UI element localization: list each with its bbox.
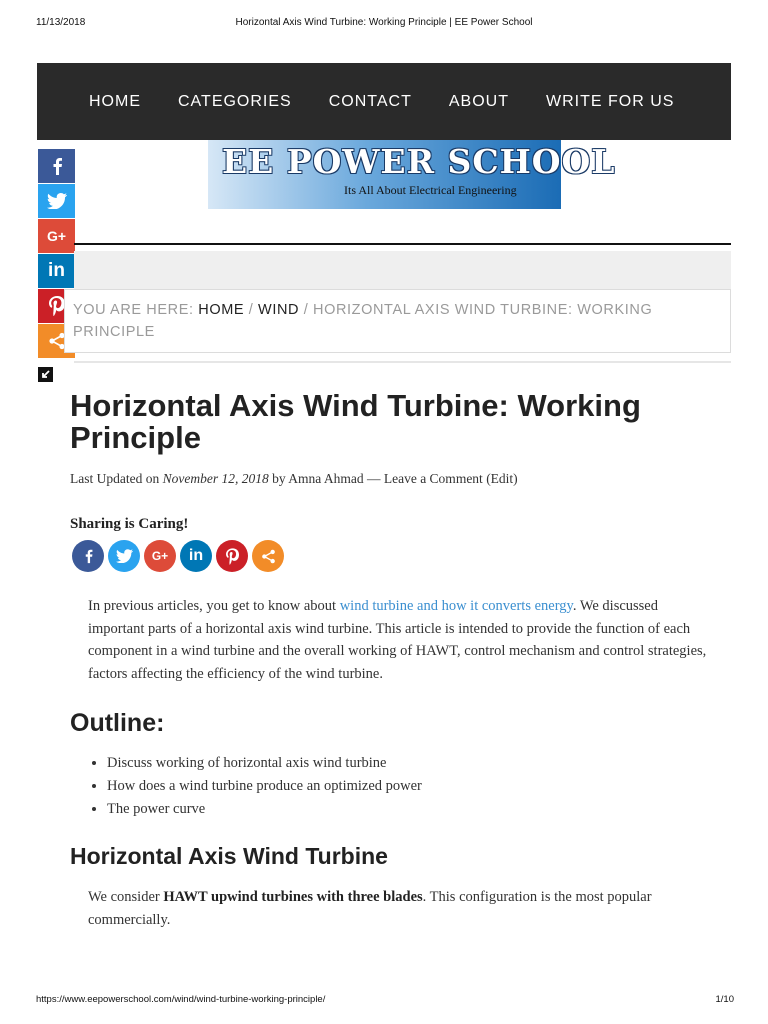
print-date: 11/13/2018 — [36, 17, 86, 28]
breadcrumb-home[interactable]: HOME — [198, 302, 245, 318]
list-item: • The power curve — [107, 798, 422, 821]
googleplus-share-icon[interactable]: G+ — [38, 219, 75, 253]
article-meta: Last Updated on November 12, 2018 by Amna Ahmad — Leave a Comment (Edit) — [70, 471, 518, 486]
list-item: • How does a wind turbine produce an optimized power — [107, 775, 422, 798]
site-logo[interactable] — [208, 140, 616, 209]
article-title: Horizontal Axis Wind Turbine: Working Principle — [70, 388, 641, 455]
inline-share-row — [72, 540, 288, 572]
logo-brand: EE POWER SCHOOL — [222, 142, 616, 181]
nav-about[interactable]: ABOUT — [448, 92, 509, 110]
print-url: https://www.eepowerschool.com/wind/wind-turbine-working-principle/ — [36, 994, 326, 1005]
section-heading: Horizontal Axis Wind Turbine — [70, 843, 388, 869]
sharing-heading: Sharing is Caring! — [70, 516, 189, 532]
breadcrumb-current: HORIZONTAL AXIS WIND TURBINE: WORKING PRINCIPLE — [73, 302, 653, 340]
twitter-round-icon[interactable] — [108, 540, 140, 572]
hawt-paragraph: We consider HAWT upwind turbines with three blades. This configuration is the most popular commercially. — [88, 889, 652, 928]
outline-heading: Outline: — [70, 709, 165, 737]
breadcrumb-underline — [74, 361, 731, 363]
pinterest-round-icon[interactable] — [216, 540, 248, 572]
googleplus-round-icon[interactable]: G+ — [144, 540, 176, 572]
twitter-share-icon[interactable] — [38, 184, 75, 218]
wind-turbine-link[interactable]: wind turbine and how it converts energy — [339, 598, 573, 614]
facebook-share-icon[interactable] — [38, 149, 75, 183]
nav-contact[interactable]: CONTACT — [328, 92, 412, 110]
article-date: November 12, 2018 — [162, 471, 269, 486]
logo-tagline: Its All About Electrical Engineering — [344, 183, 517, 197]
breadcrumb-wind[interactable]: WIND — [258, 302, 300, 318]
gray-bar — [74, 251, 731, 289]
intro-paragraph: In previous articles, you get to know about wind turbine and how it converts energy. We discussed important parts of a horizontal axis wind turbine. This article is intended to provide the function of each component in a wind turbine and the overall working of HAWT, control mechanism and control strategies, factors affecting the efficiency of the wind turbine. — [88, 598, 707, 682]
nav-home[interactable]: HOME — [89, 92, 141, 110]
print-title: Horizontal Axis Wind Turbine: Working Principle | EE Power School — [235, 17, 533, 28]
facebook-round-icon[interactable] — [72, 540, 104, 572]
outline-list — [107, 752, 422, 821]
leave-comment-link[interactable]: Leave a Comment — [383, 471, 483, 486]
breadcrumb-prefix: YOU ARE HERE: — [73, 302, 199, 318]
nav-categories[interactable]: CATEGORIES — [178, 92, 292, 110]
article-author[interactable]: by Amna Ahmad — [268, 471, 364, 486]
more-round-icon[interactable] — [252, 540, 284, 572]
collapse-share-icon[interactable] — [38, 367, 53, 382]
header-divider — [74, 243, 731, 245]
main-nav — [37, 63, 731, 140]
nav-write-for-us[interactable]: WRITE FOR US — [545, 92, 675, 110]
edit-link[interactable]: (Edit) — [482, 471, 518, 486]
linkedin-round-icon[interactable]: in — [180, 540, 212, 572]
page-number: 1/10 — [715, 994, 734, 1005]
breadcrumb: YOU ARE HERE: HOME / WIND / HORIZONTAL AXIS WIND TURBINE: WORKING PRINCIPLE — [64, 289, 731, 353]
linkedin-share-icon[interactable]: in — [38, 254, 75, 288]
list-item: • Discuss working of horizontal axis wind turbine — [107, 752, 422, 775]
